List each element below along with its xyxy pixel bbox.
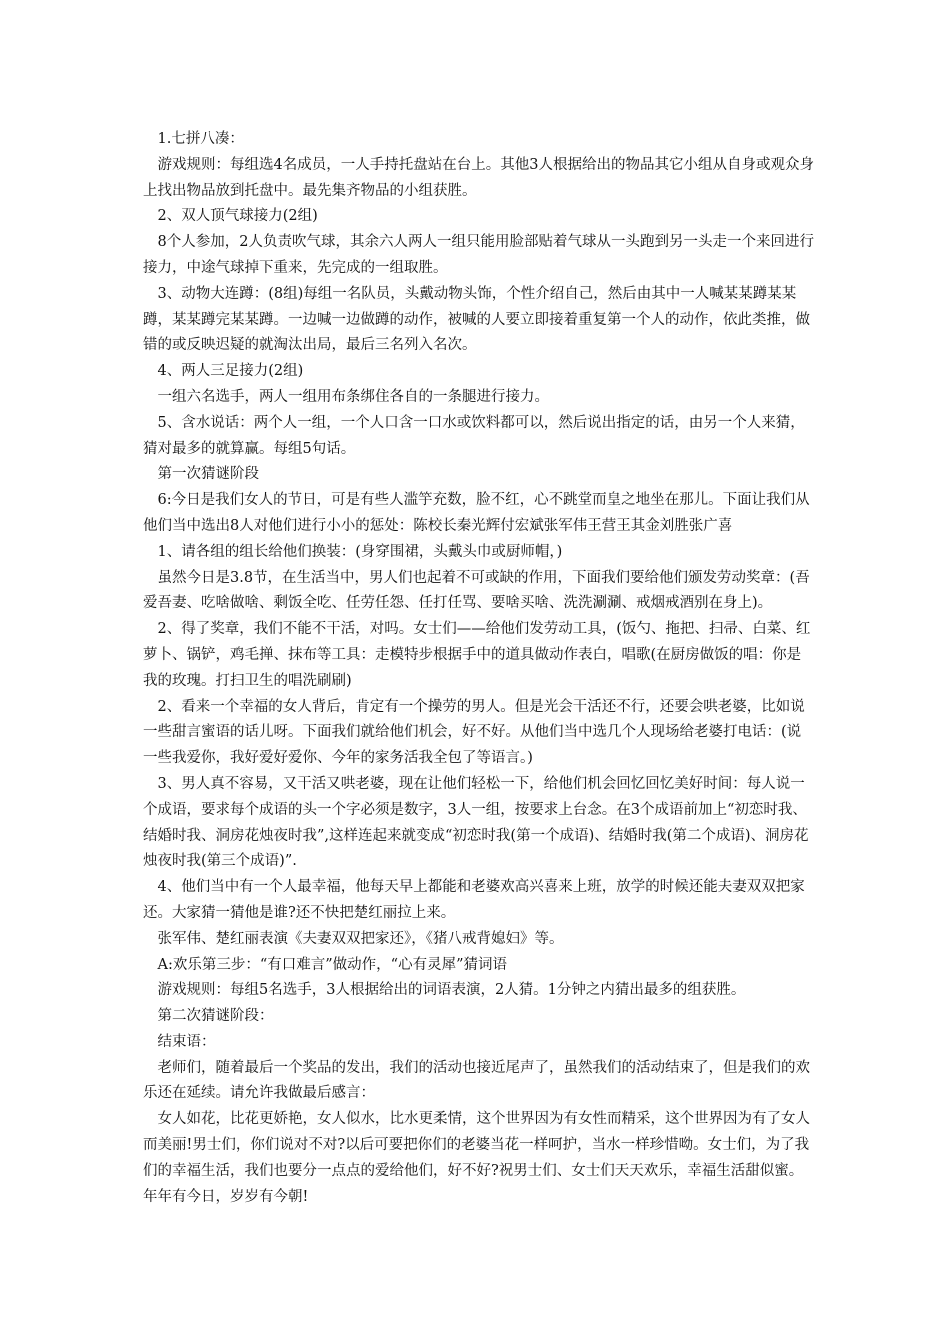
paragraph-6: 4、两人三足接力(2组)	[157, 363, 304, 380]
paragraph-20: 第二次猜谜阶段：	[157, 1008, 274, 1025]
paragraph-11: 1、请各组的组长给他们换装：(身穿围裙，头戴头巾或厨师帽，)	[157, 543, 563, 560]
paragraph-12: 虽然今日是3.8节，在生活当中，男人们也起着不可或缺的作用，下面我们要给他们颁发劳动奖章：(吾爱吾妻、吃啥做啥、剩饭全吃、任劳任怨、任打任骂、要啥买啥、洗洗涮涮、戒烟戒酒别在身上)。	[143, 569, 810, 612]
paragraph-16: 4、他们当中有一个人最幸福，他每天早上都能和老婆欢高兴喜来上班，放学的时候还能夫妻双双把家还。大家猜一猜他是谁?还不快把楚红丽拉上来。	[143, 879, 805, 921]
paragraph-19: 游戏规则：每组5名选手，3人根据给出的词语表演，2人猜。1分钟之内猜出最多的组获胜。	[157, 982, 746, 999]
paragraph-5: 3、动物大连蹲：(8组)每组一名队员，头戴动物头饰，个性介绍自己，然后由其中一人喊某某蹲某某蹲，某某蹲完某某蹲。一边喊一边做蹲的动作，被喊的人要立即接着重复第一个人的动作，依此类推，做错的或反映迟疑的就淘汰出局，最后三名列入名次。	[143, 285, 810, 354]
document-body	[143, 127, 815, 1210]
paragraph-3: 2、双人顶气球接力(2组)	[157, 208, 318, 225]
paragraph-14: 2、看来一个幸福的女人背后，肯定有一个操劳的男人。但是光会干活还不行，还要会哄老婆，比如说一些甜言蜜语的话儿呀。下面我们就给他们机会，好不好。从他们当中选几个人现场给老婆打电话：(说一些我爱你，我好爱好爱你、今年的家务活我全包了等语言。)	[143, 698, 805, 767]
paragraph-1: 1.七拼八凑：	[157, 131, 244, 147]
paragraph-17: 张军伟、楚红丽表演《夫妻双双把家还》，《猪八戒背媳妇》等。	[157, 930, 564, 947]
paragraph-21: 结束语：	[157, 1033, 216, 1050]
paragraph-8: 5、含水说话：两个人一组，一个人口含一口水或饮料都可以，然后说出指定的话，由另一个人来猜，猜对最多的就算赢。每组5句话。	[143, 414, 805, 457]
paragraph-22: 老师们，随着最后一个奖品的发出，我们的活动也接近尾声了，虽然我们的活动结束了，但是我们的欢乐还在延续。请允许我做最后感言：	[143, 1059, 810, 1102]
paragraph-10: 6:今日是我们女人的节日，可是有些人滥竽充数，脸不红，心不跳堂而皇之地坐在那儿。下面让我们从他们当中选出8人对他们进行小小的惩处：陈校长秦光辉付宏斌张军伟王营王其金刘胜张广喜	[143, 492, 810, 534]
paragraph-9: 第一次猜谜阶段	[157, 466, 259, 483]
paragraph-4: 8个人参加，2人负责吹气球，其余六人两人一组只能用脸部贴着气球从一头跑到另一头走一个来回进行接力，中途气球掉下重来，先完成的一组取胜。	[143, 234, 814, 276]
paragraph-7: 一组六名选手，两人一组用布条绑住各自的一条腿进行接力。	[157, 388, 549, 405]
paragraph-2: 游戏规则：每组选4名成员，一人手持托盘站在台上。其他3人根据给出的物品其它小组从自身或观众身上找出物品放到托盘中。最先集齐物品的小组获胜。	[143, 156, 814, 199]
paragraph-15: 3、男人真不容易，又干活又哄老婆，现在让他们轻松一下，给他们机会回忆回忆美好时间：每人说一个成语，要求每个成语的头一个字必须是数字，3人一组，按要求上台念。在3个成语前加上“初恋时我、结婚时我、洞房花烛夜时我”,这样连起来就变成“初恋时我(第一个成语)、结婚时我(第二个成语)、洞房花烛夜时我(第三个成语)”.	[143, 775, 809, 870]
paragraph-23: 女人如花，比花更娇艳，女人似水，比水更柔情，这个世界因为有女性而精采，这个世界因为有了女人而美丽!男士们，你们说对不对?以后可要把你们的老婆当花一样呵护，当水一样珍惜呦。女士们，为了我们的幸福生活，我们也要分一点点的爱给他们，好不好?祝男士们、女士们天天欢乐，幸福生活甜似蜜。年年有今日，岁岁有今朝!	[143, 1111, 810, 1205]
paragraph-18: A:欢乐第三步：“有口难言”做动作，“心有灵犀”猜词语	[157, 956, 508, 973]
paragraph-13: 2、得了奖章，我们不能不干活，对吗。女士们——给他们发劳动工具，(饭勺、拖把、扫帚、白菜、红萝卜、锅铲，鸡毛掸、抹布等工具：走模特步根据手中的道具做动作表白，唱歌(在厨房做饭的唱：你是我的玫瑰。打扫卫生的唱洗刷刷)	[143, 621, 811, 689]
